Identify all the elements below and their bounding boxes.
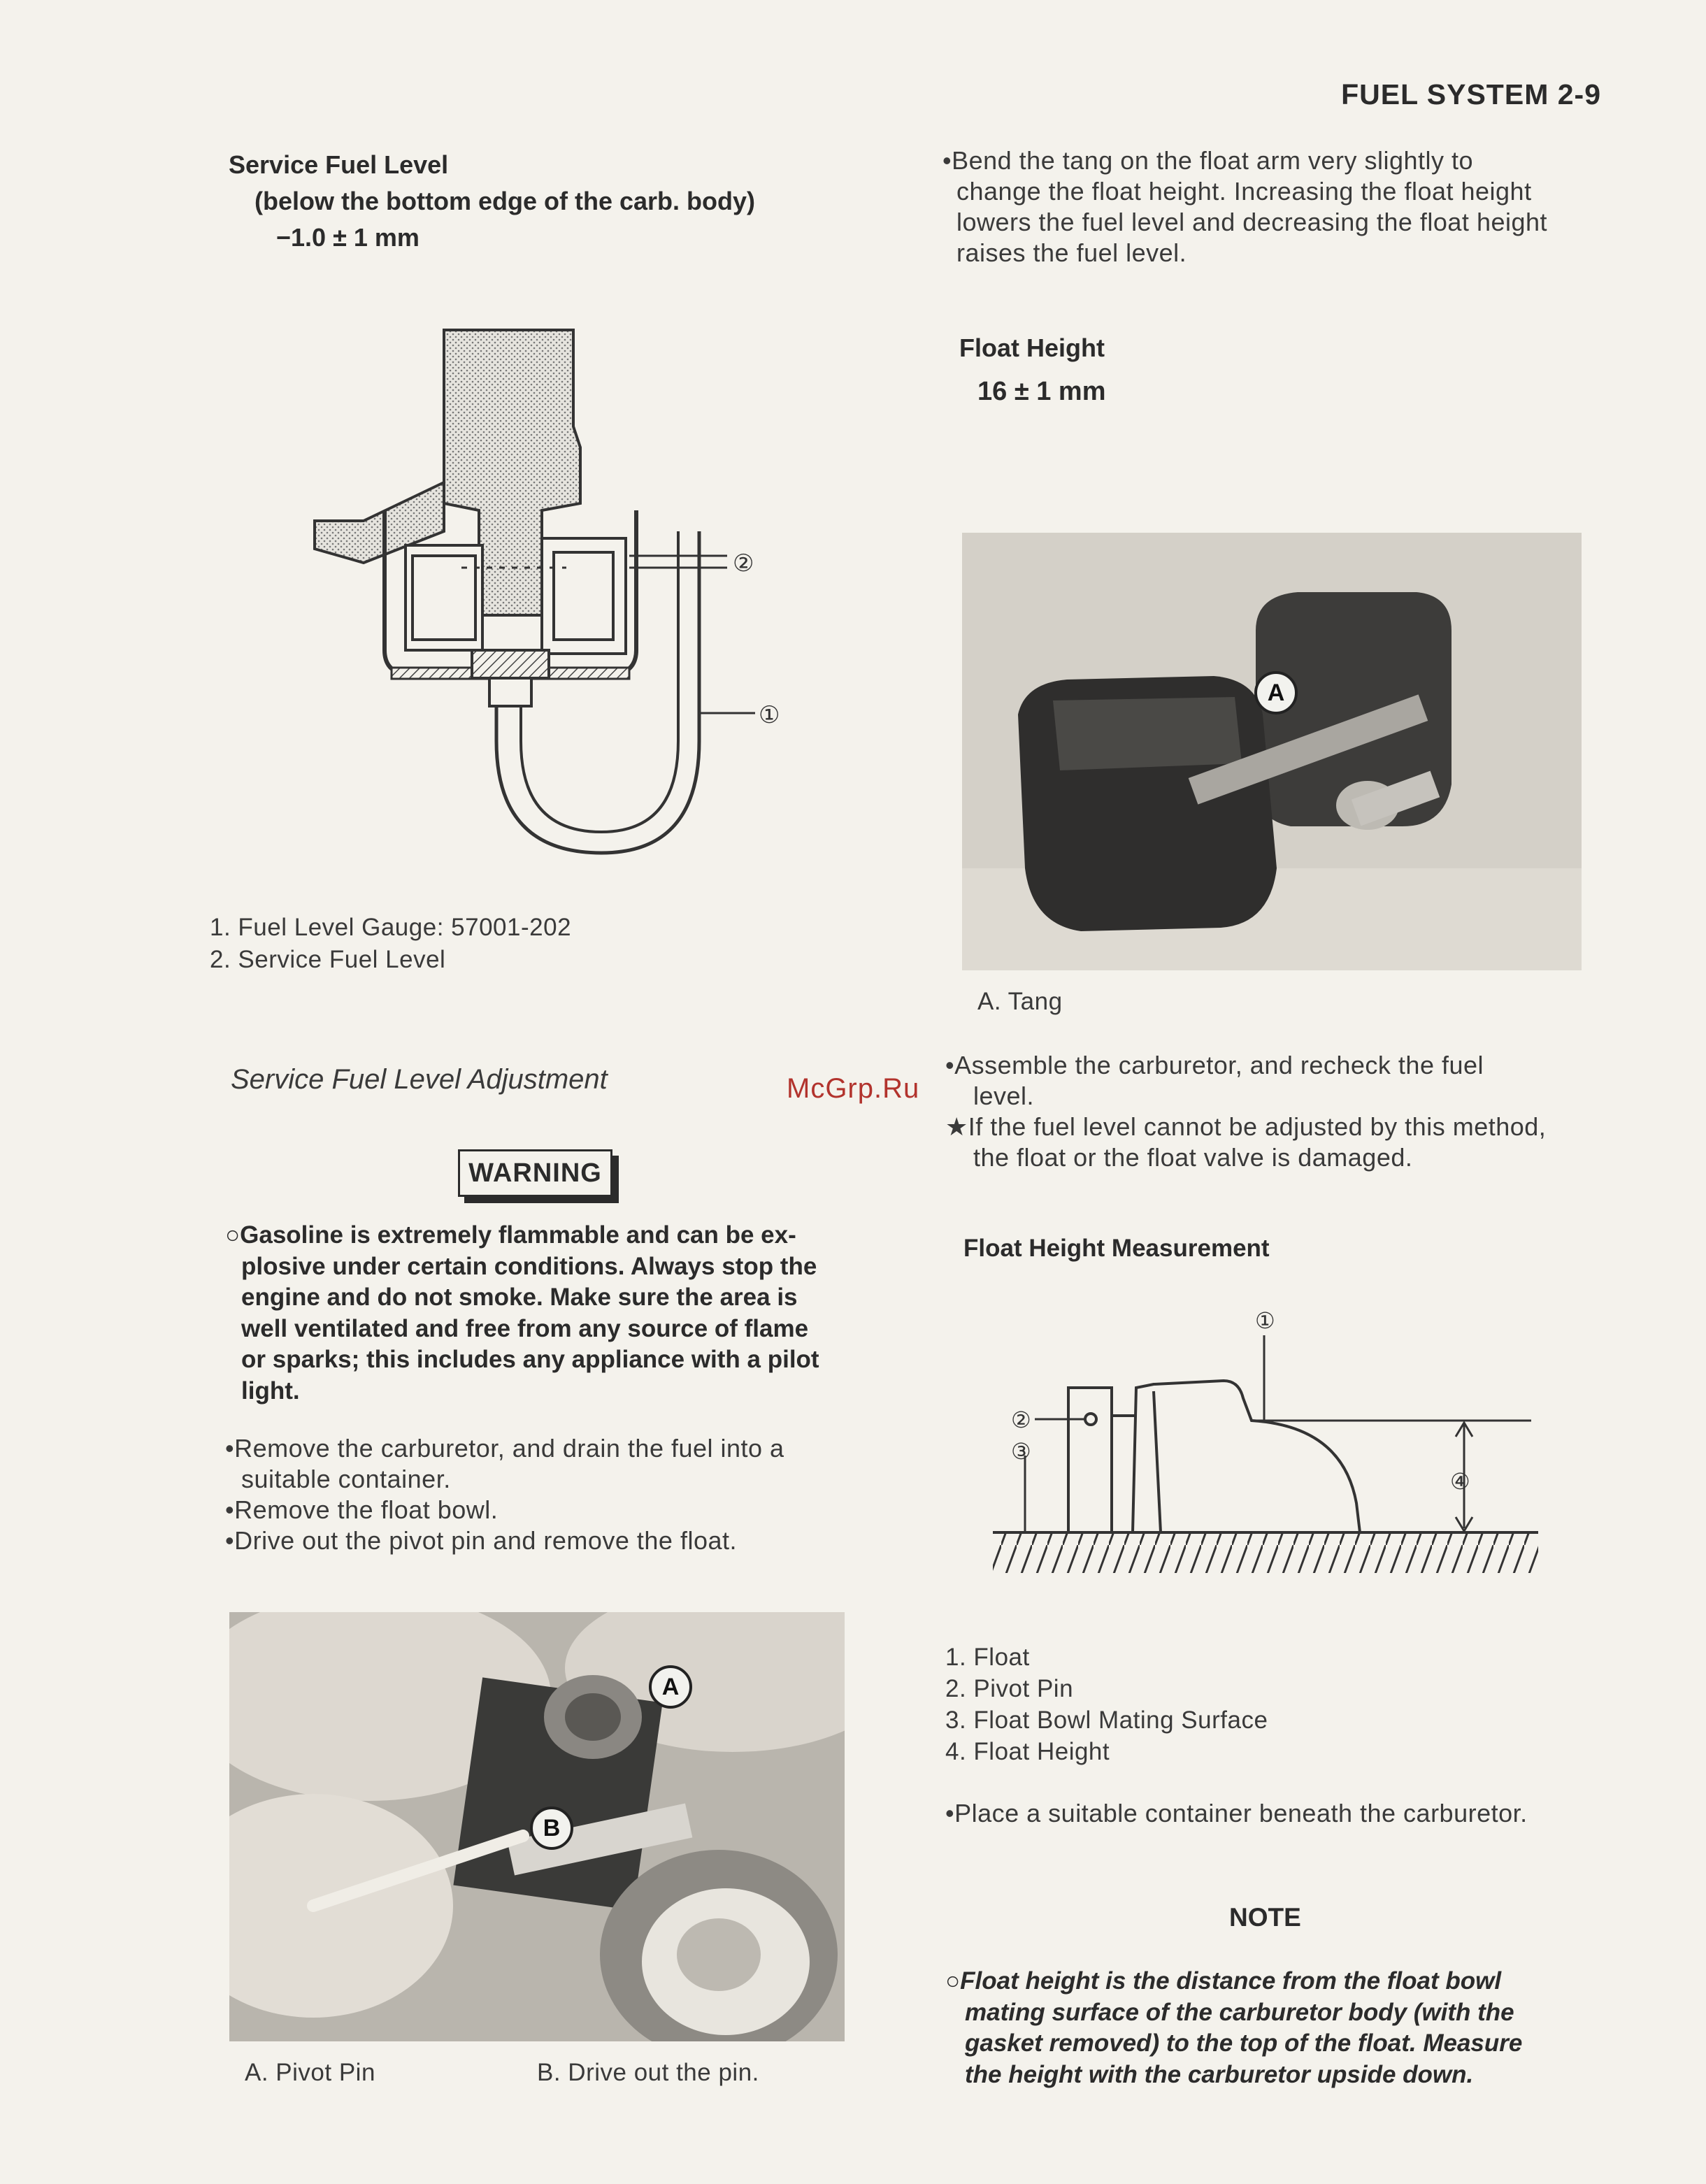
note-line: the height with the carburetor upside down. <box>965 2060 1474 2088</box>
warning-line: or sparks; this includes any appliance with a pilot <box>241 1346 819 1373</box>
step-line: •Remove the carburetor, and drain the fuel into a <box>225 1434 784 1463</box>
watermark: McGrp.Ru <box>787 1073 920 1104</box>
measurement-title: Float Height Measurement <box>963 1235 1270 1262</box>
spec-subtitle: (below the bottom edge of the carb. body) <box>255 187 755 215</box>
fig2-legend-item: 1. Float <box>945 1644 1030 1671</box>
tang-photo-caption: A. Tang <box>977 988 1063 1015</box>
float-height-title: Float Height <box>959 333 1105 362</box>
bend-tang-text <box>942 145 1547 268</box>
fig1-callout-1: ① <box>759 701 780 729</box>
float-tang-photo <box>962 533 1582 970</box>
section-title: Service Fuel Level Adjustment <box>231 1064 608 1095</box>
warning-line: well ventilated and free from any source of flame <box>241 1314 809 1342</box>
fig2-callout-4: ④ <box>1450 1468 1470 1495</box>
step-line: •Drive out the pivot pin and remove the float. <box>225 1526 737 1555</box>
assemble-line: the float or the float valve is damaged. <box>973 1143 1413 1172</box>
photo-caption-b: B. Drive out the pin. <box>537 2059 759 2086</box>
warning-line: engine and do not smoke. Make sure the area is <box>241 1284 798 1311</box>
step-line: suitable container. <box>241 1465 451 1493</box>
warning-line: ○Gasoline is extremely flammable and can be ex- <box>225 1221 796 1249</box>
fig2-legend-item: 3. Float Bowl Mating Surface <box>945 1707 1268 1734</box>
fig2-legend-item: 2. Pivot Pin <box>945 1675 1074 1702</box>
fig2-legend-item: 4. Float Height <box>945 1738 1110 1765</box>
pivot-pin-photo <box>229 1612 845 2041</box>
spec-value: −1.0 ± 1 mm <box>276 223 420 252</box>
fig2-callout-2: ② <box>1011 1407 1031 1433</box>
bend-line: lowers the fuel level and decreasing the float height <box>956 208 1548 236</box>
warning-box: WARNING <box>458 1149 612 1197</box>
fig1-callout-2: ② <box>733 549 754 577</box>
fig1-legend-2: 2. Service Fuel Level <box>210 946 446 973</box>
bend-line: •Bend the tang on the float arm very slightly to <box>942 146 1474 175</box>
fig2-legend <box>945 1641 1268 1767</box>
note-line: mating surface of the carburetor body (with the <box>965 1998 1514 2026</box>
assemble-line: •Assemble the carburetor, and recheck the fuel <box>945 1051 1484 1079</box>
fig2-callout-3: ③ <box>1011 1438 1031 1465</box>
place-container-text: •Place a suitable container beneath the carburetor. <box>945 1799 1528 1827</box>
assemble-line: level. <box>973 1082 1035 1110</box>
assemble-line: ★If the fuel level cannot be adjusted by this method, <box>945 1112 1547 1141</box>
fig2-callout-1: ① <box>1255 1307 1275 1334</box>
note-label: NOTE <box>1229 1903 1301 1932</box>
warning-line: light. <box>241 1377 300 1404</box>
tang-photo-label-a: A <box>1254 671 1298 714</box>
float-height-value: 16 ± 1 mm <box>977 377 1106 406</box>
note-text <box>945 1966 1522 2090</box>
removal-steps <box>225 1433 784 1556</box>
note-line: gasket removed) to the top of the float. Measure <box>965 2029 1523 2057</box>
spec-title: Service Fuel Level <box>229 150 449 179</box>
step-line: •Remove the float bowl. <box>225 1495 499 1524</box>
note-line: ○Float height is the distance from the float bowl <box>945 1967 1502 1995</box>
fig1-legend-1: 1. Fuel Level Gauge: 57001-202 <box>210 914 572 941</box>
fuel-level-gauge-diagram <box>301 322 790 867</box>
assemble-text <box>945 1050 1546 1173</box>
photo-caption-a: A. Pivot Pin <box>245 2059 375 2086</box>
float-height-diagram <box>986 1293 1545 1601</box>
warning-text <box>225 1220 819 1407</box>
warning-line: plosive under certain conditions. Always stop the <box>241 1252 817 1280</box>
photo-label-b: B <box>530 1806 573 1850</box>
bend-line: change the float height. Increasing the float height <box>956 177 1532 206</box>
photo-label-a: A <box>649 1665 692 1709</box>
bend-line: raises the fuel level. <box>956 238 1187 267</box>
page-header: FUEL SYSTEM 2-9 <box>1341 78 1601 110</box>
